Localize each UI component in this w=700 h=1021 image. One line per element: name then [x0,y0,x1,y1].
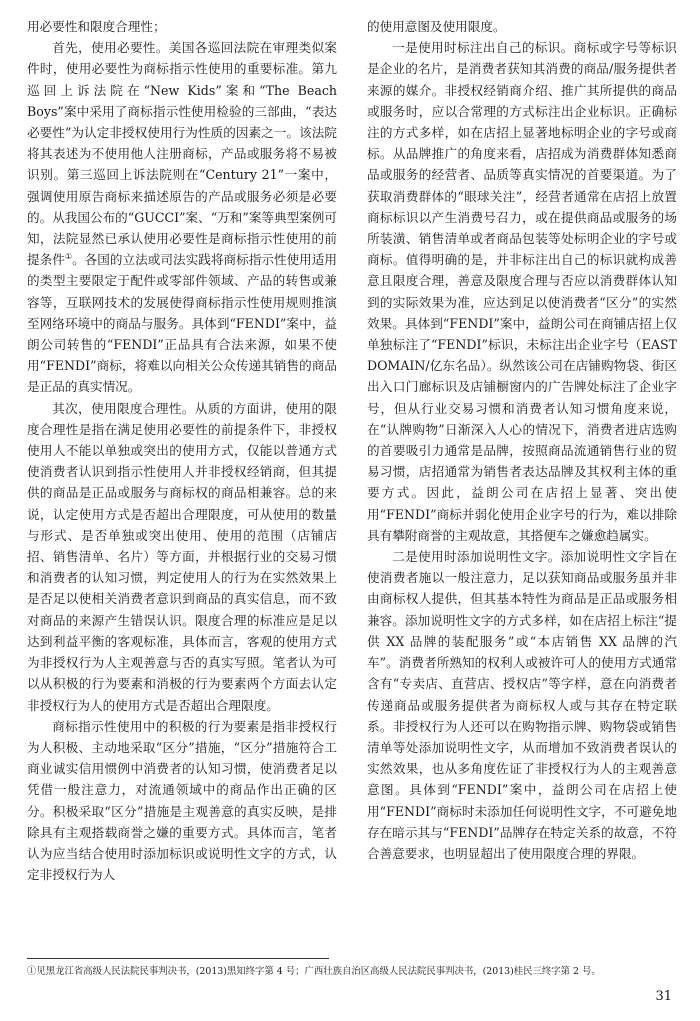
paragraph: 二是使用时添加说明性文字。添加说明性文字旨在使消费者施以一般注意力，足以获知商品或服务虽并非由商标权人提供，但其基本特性为商品是正品或服务相兼容。添加说明性文字的方式多样，如在店招上标注“提供 XX 品牌的装配服务”或“本店销售 XX 品牌的汽车”。消费者所熟知的权利人或被许可人的使用方式通常含有“专卖店、直营店、授权店”等字样，意在向消费者传递商品或服务提供者为商标权人或与其存在特定联系。非授权行为人还可以在购物指示牌、购物袋或销售清单等处添加说明性文字，从而增加不致消费者误认的实然效果，也从多角度佐证了非授权行为人的主观善意意图。具体到“FENDI”案中，益朗公司在店招上使用“FENDI”商标时未添加任何说明性文字，不可避免地存在暗示其与“FENDI”品牌存在特定关系的故意，不符合善意要求，也明显超出了使用限度合理的界限。 [367,549,677,861]
left-column [27,16,337,885]
footnote: ①见黑龙江省高级人民法院民事判决书，(2013)黑知终字第 4 号；广西壮族自治区高级人民法院民事判决书，(2013)桂民三终字第 2 号。 [27,966,601,977]
paragraph: 首先，使用必要性。美国各巡回法院在审理类似案件时，使用必要性为商标指示性使用的重要标准。第九巡回上诉法院在“New Kids”案和“The Beach Boys”案中采用了商标指示性使用检验的三部曲，“表达必要性”为认定非授权使用行为性质的因素之一。该法院将其表述为不使用他人注册商标，产品或服务将不易被识别。第三巡回上诉法院则在“Century 21”一案中，强调使用原告商标来描述原告的产品或服务必须是必要的。从我国公布的“GUCCI”案、“万和”案等典型案例可知，法院显然已承认使用必要性是商标指示性使用的前提条件①。各国的立法或司法实践将商标指示性使用适用的类型主要限定于配件或零部件领域、产品的转售或兼容等，互联网技术的发展使得商标指示性使用规则推演至网络环境中的商品与服务。具体到“FENDI”案中，益朗公司转售的“FENDI”正品具有合法来源，如果不使用“FENDI”商标，将难以向相关公众传递其销售的商品是正品的真实情况。 [27,40,338,395]
footnote-marker: ① [64,252,73,262]
paragraph: 一是使用时标注出自己的标识。商标或字号等标识是企业的名片，是消费者获知其消费的商品/服务提供者来源的媒介。非授权经销商介绍、推广其所提供的商品或服务时，应以合常理的方式标注出企业标识。正确标注的方式多样，如在店招上显著地标明企业的字号或商标。从品牌推广的角度来看，店招成为消费群体知悉商品或服务的经营者、品质等真实情况的首要渠道。为了获取消费群体的“眼球关注”，经营者通常在店招上放置商标标识以产生消费号召力，或在提供商品或服务的场所装潢、销售清单或者商品包装等处标明企业的字号或商标。值得明确的是，并非标注出自己的标识就构成善意且限度合理，善意及限度合理与否应以消费群体认知到的实际效果为准，应达到足以使消费者“区分”的实然效果。具体到“FENDI”案中，益朗公司在商铺店招上仅单独标注了“FENDI”标识，未标注出企业字号（EAST DOMAIN/亿东名品）。纵然该公司在店铺购物袋、街区出入口门廊标识及店铺橱窗内的广告牌处标注了企业字号，但从行业交易习惯和消费者认知习惯角度来说，在“认牌购物”日渐深入人心的情况下，消费者进店选购的首要吸引力通常是品牌，按照商品流通销售行业的贸易习惯，店招通常为销售者表达品牌及其权利主体的重要方式。因此，益朗公司在店招上显著、突出使用“FENDI”商标并弱化使用企业字号的行为，难以排除具有攀附商誉的主观故意，其搭便车之嫌愈趋属实。 [367,40,677,543]
paragraph: 其次，使用限度合理性。从质的方面讲，使用的限度合理性是指在满足使用必要性的前提条件下，非授权使用人不能以单独或突出的使用方式，仅能以普通方式使消费者认识到指示性使用人并非授权经销商，但其提供的商品是正品或服务与商标权的商品相兼容。总的来说，认定使用方式是否超出合理限度，可从使用的数量与形式、是否单独或突出使用、使用的范围（店铺店招、销售清单、名片）等方面，并根据行业的交易习惯和消费者的认知习惯，判定使用人的行为在实然效果上是否足以使相关消费者意识到商品的真实信息，而不致对商品的来源产生错误认识。限度合理的标准应是足以达到利益平衡的客观标准，具体而言，客观的使用方式为非授权行为人主观善意与否的真实写照。笔者认为可以从积极的行为要素和消极的行为要素两个方面去认定非授权行为人的使用方式是否超出合理限度。 [27,400,337,713]
paragraph: 用必要性和限度合理性； [27,19,166,34]
paragraph: 商标指示性使用中的积极的行为要素是指非授权行为人积极、主动地采取“区分”措施，“区分”措施符合工商业诚实信用惯例中消费者的认知习惯，使消费者足以凭借一般注意力，对流通领域中的商品作出正确的区分。积极采取“区分”措施是主观善意的真实反映，是排除具有主观搭载商誉之嫌的重要方式。具体而言，笔者认为应当结合使用时添加标识或说明性文字的方式，认定非授权行为人 [27,718,337,883]
paragraph: 的使用意图及使用限度。 [367,19,506,34]
page-number: 31 [655,989,672,1004]
right-column [367,16,677,864]
footnote-divider [27,958,329,959]
